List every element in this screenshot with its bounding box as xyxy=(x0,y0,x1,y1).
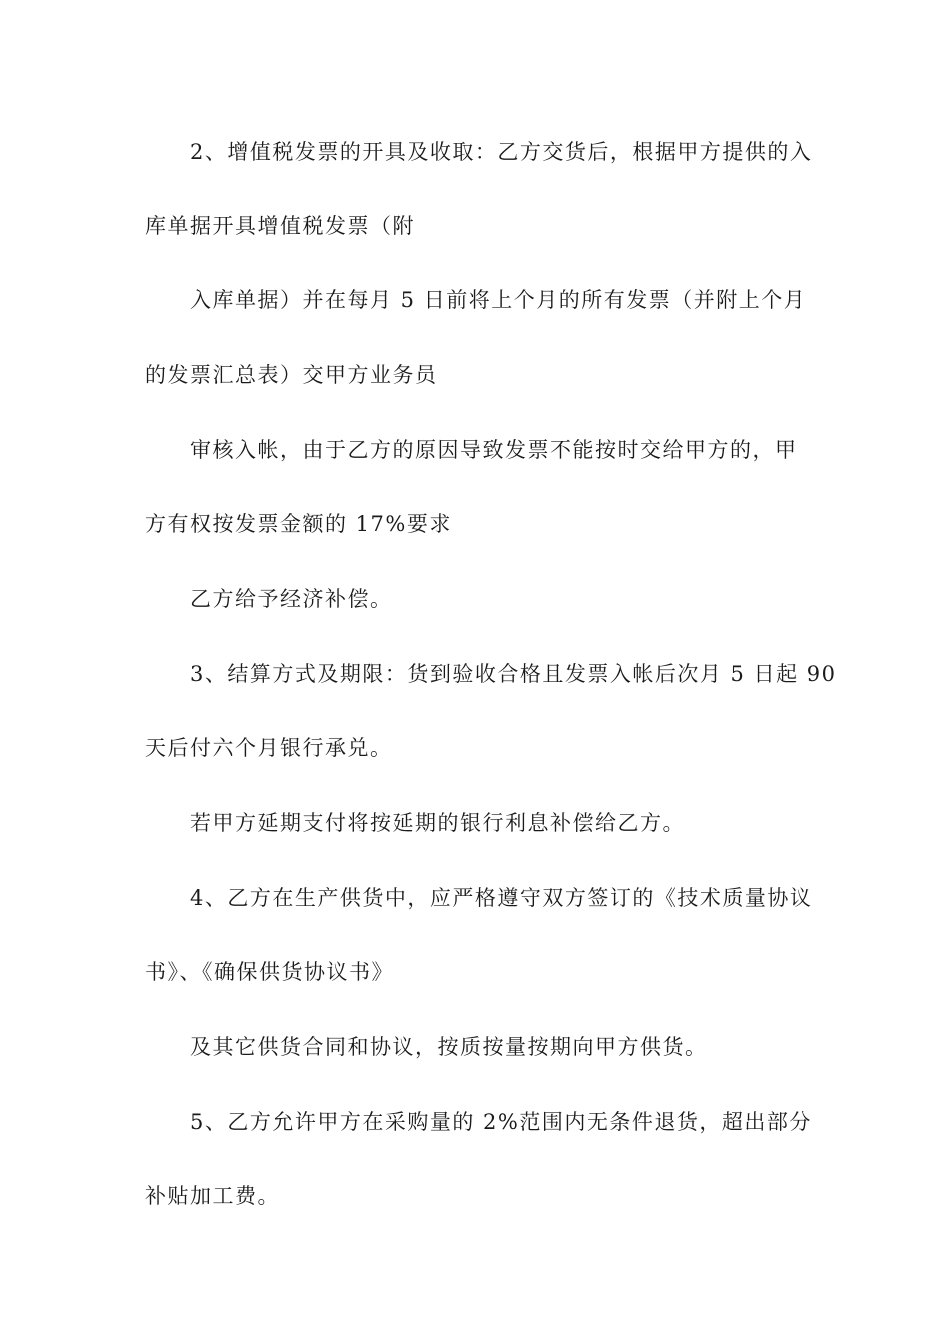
paragraph-4-line-3: 及其它供货合同和协议，按质按量按期向甲方供货。 xyxy=(190,1035,708,1059)
paragraph-5-line-1: 5、乙方允许甲方在采购量的 2%范围内无条件退货，超出部分 xyxy=(190,1110,812,1134)
paragraph-4-line-1: 4、乙方在生产供货中，应严格遵守双方签订的《技术质量协议 xyxy=(190,886,813,910)
paragraph-2-line-3: 入库单据）并在每月 5 日前将上个月的所有发票（并附上个月 xyxy=(190,288,807,312)
paragraph-3-line-3: 若甲方延期支付将按延期的银行利息补偿给乙方。 xyxy=(190,811,685,835)
paragraph-4-line-2: 书》、《确保供货协议书》 xyxy=(145,960,394,984)
paragraph-2-line-1: 2、增值税发票的开具及收取：乙方交货后，根据甲方提供的入 xyxy=(190,140,813,164)
paragraph-3-line-1: 3、结算方式及期限：货到验收合格且发票入帐后次月 5 日起 90 xyxy=(190,662,837,686)
paragraph-5-line-2: 补贴加工费。 xyxy=(145,1184,280,1208)
paragraph-2-line-6: 方有权按发票金额的 17%要求 xyxy=(145,512,452,536)
paragraph-2-line-7: 乙方给予经济补偿。 xyxy=(190,587,393,611)
paragraph-2-line-2: 库单据开具增值税发票（附 xyxy=(145,214,415,238)
paragraph-2-line-5: 审核入帐，由于乙方的原因导致发票不能按时交给甲方的，甲 xyxy=(190,438,798,462)
paragraph-3-line-2: 天后付六个月银行承兑。 xyxy=(145,736,393,760)
paragraph-2-line-4: 的发票汇总表）交甲方业务员 xyxy=(145,363,438,387)
